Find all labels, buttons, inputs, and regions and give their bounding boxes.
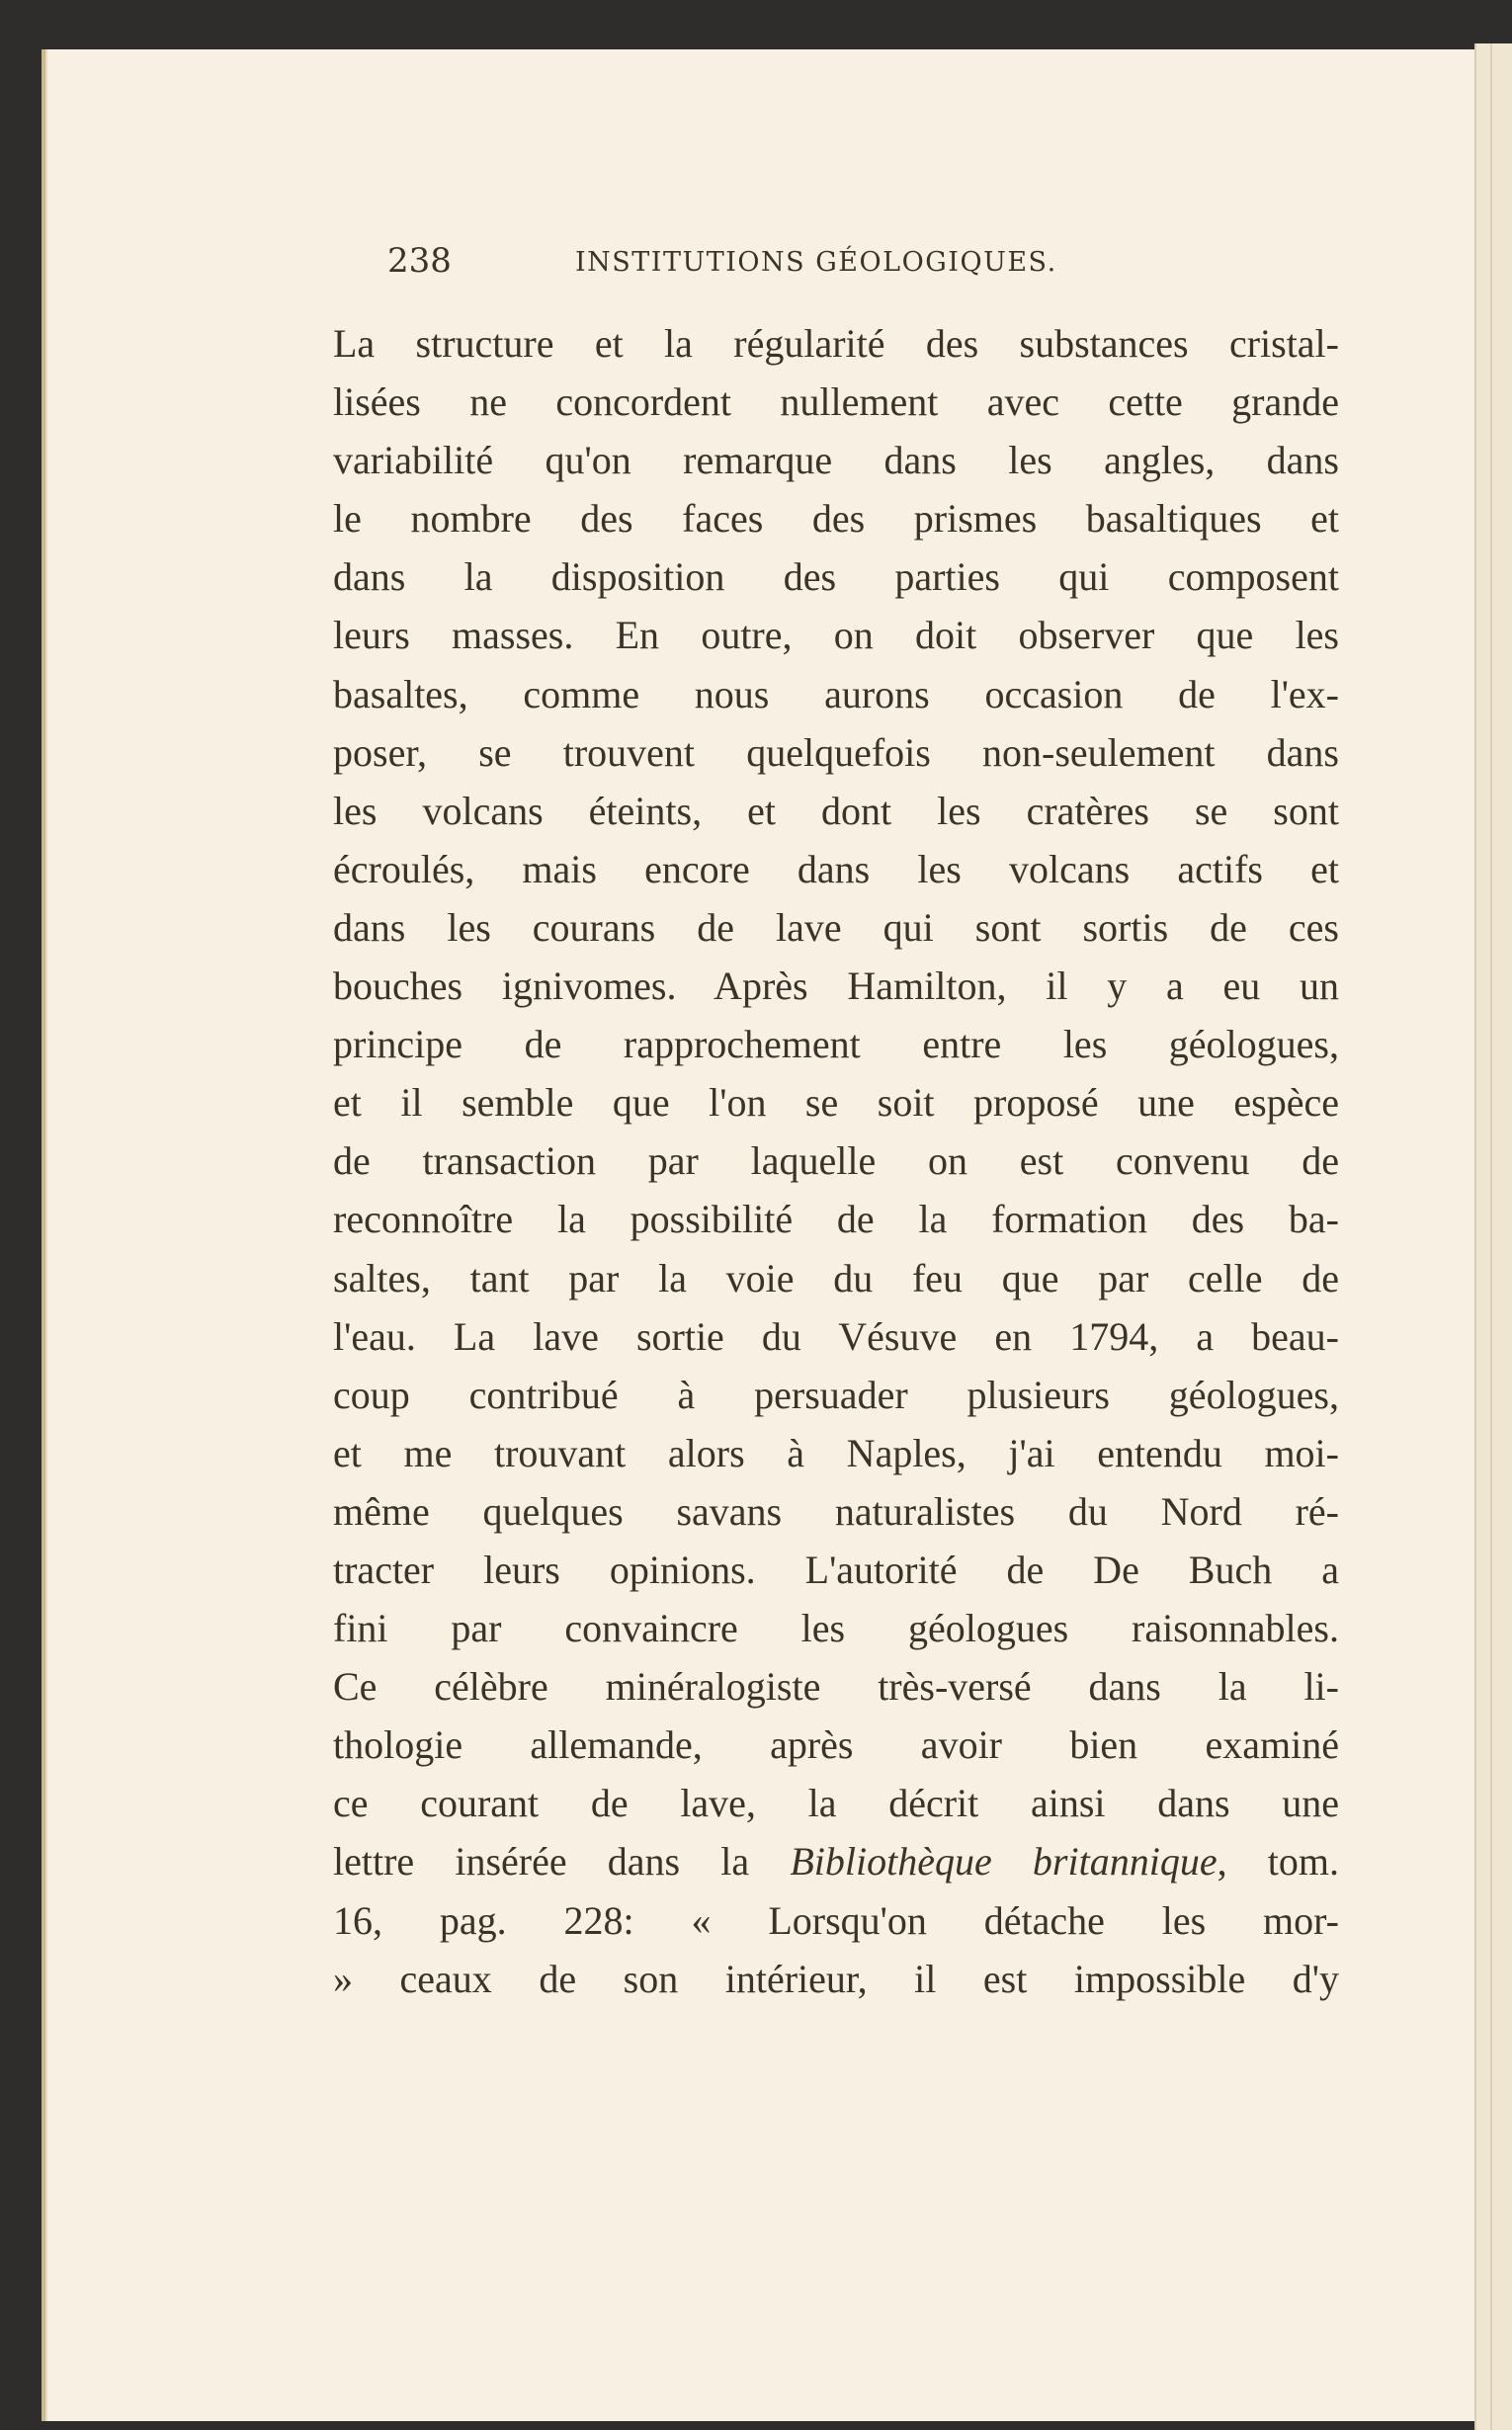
text-line: » ceaux de son intérieur, il est impossible d'y (333, 1956, 1339, 2001)
text-segment: lettre insérée dans la (333, 1839, 791, 1885)
text-line: dans la disposition des parties qui composent (333, 554, 1339, 600)
text-line: l'eau. La lave sortie du Vésuve en 1794, a beau- (333, 1313, 1339, 1359)
text-line: basaltes, comme nous aurons occasion de l'ex- (333, 671, 1339, 716)
text-line: coup contribué à persuader plusieurs géologues, (333, 1372, 1339, 1417)
text-line: et me trouvant alors à Naples, j'ai entendu moi- (333, 1430, 1339, 1475)
italic-title: Bibliothèque britannique (790, 1839, 1218, 1885)
text-line: et il semble que l'on se soit proposé une espèce (333, 1080, 1339, 1126)
text-line: même quelques savans naturalistes du Nord ré- (333, 1488, 1339, 1534)
text-line (333, 1832, 1339, 1890)
text-line: dans les courans de lave qui sont sortis de ces (333, 904, 1339, 950)
adjacent-page-edge (1474, 43, 1512, 2430)
text-line: poser, se trouvent quelquefois non-seulement dans (333, 729, 1339, 775)
text-line: saltes, tant par la voie du feu que par celle de (333, 1255, 1339, 1300)
text-line: lisées ne concordent nullement avec cette grande (333, 379, 1339, 425)
text-line: variabilité qu'on remarque dans les angles, dans (333, 438, 1339, 483)
text-line: ce courant de lave, la décrit ainsi dans une (333, 1781, 1339, 1826)
text-line: principe de rapprochement entre les géologues, (333, 1022, 1339, 1067)
text-line: fini par convaincre les géologues raisonnables. (333, 1606, 1339, 1651)
text-line: reconnoître la possibilité de la formation des ba- (333, 1197, 1339, 1242)
text-line: thologie allemande, après avoir bien examiné (333, 1722, 1339, 1768)
text-line: La structure et la régularité des substances cristal- (333, 321, 1339, 366)
running-head: INSTITUTIONS GÉOLOGIQUES. (575, 247, 1057, 278)
text-line: 16, pag. 228: « Lorsqu'on détache les mor- (333, 1897, 1339, 1943)
text-segment: , tom. (1217, 1839, 1339, 1885)
text-line: bouches ignivomes. Après Hamilton, il y a eu un (333, 964, 1339, 1009)
text-line: les volcans éteints, et dont les cratères se sont (333, 788, 1339, 833)
text-line: le nombre des faces des prismes basaltiques et (333, 496, 1339, 542)
body-text (333, 314, 1339, 2008)
text-line: leurs masses. En outre, on doit observer que les (333, 613, 1339, 658)
page-header (387, 241, 1277, 291)
text-line: Ce célèbre minéralogiste très-versé dans la li- (333, 1664, 1339, 1710)
text-line: tracter leurs opinions. L'autorité de De Buch a (333, 1547, 1339, 1592)
text-line: de transaction par laquelle on est convenu de (333, 1138, 1339, 1184)
page-number: 238 (387, 241, 452, 281)
text-line: écroulés, mais encore dans les volcans actifs et (333, 846, 1339, 891)
